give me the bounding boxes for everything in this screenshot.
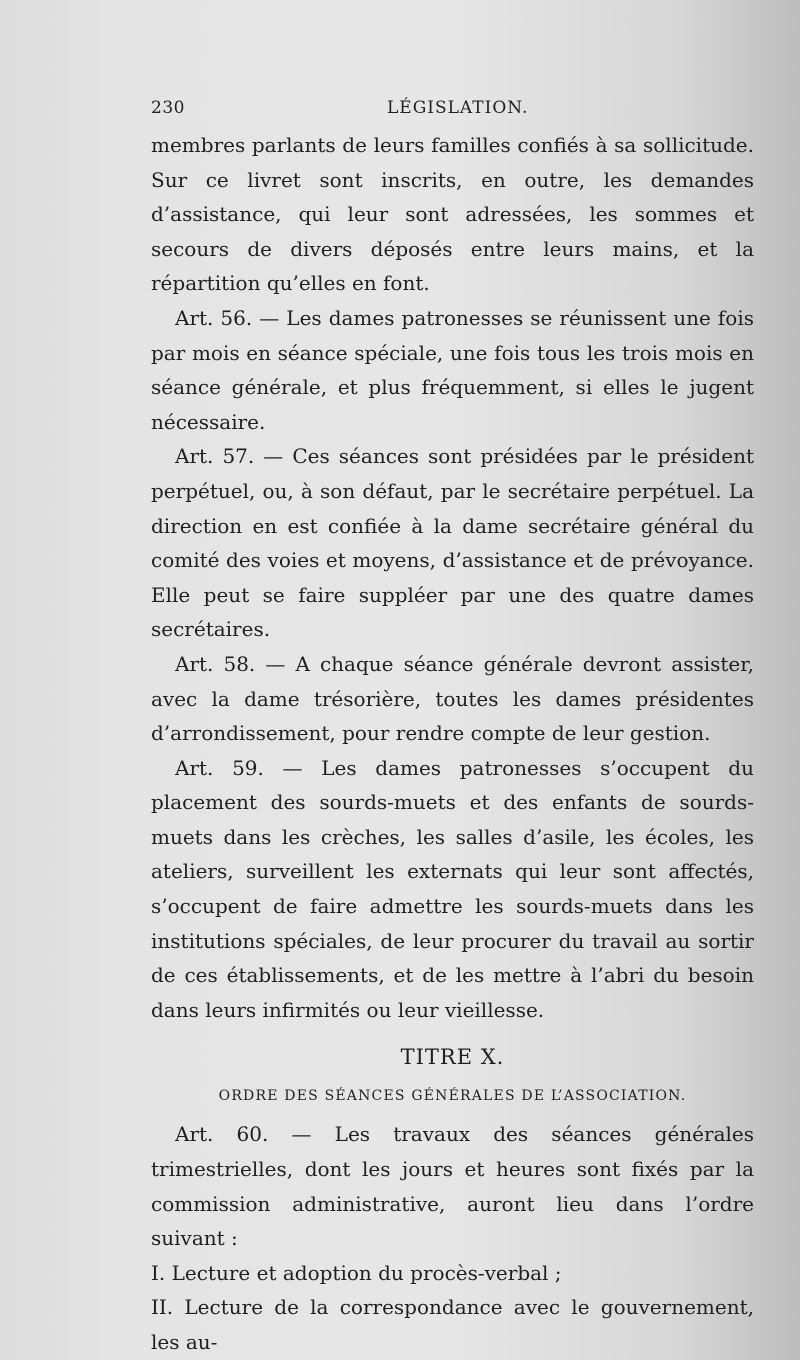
running-title: LÉGISLATION.: [387, 98, 529, 118]
article-58: Art. 58. — A chaque séance générale devront assister, avec la dame trésorière, toutes les dames présidentes d’arrondissement, pour rendre compte de leur gestion.: [151, 651, 754, 746]
list-item: II. Lecture de la correspondance avec le gouvernement, les au-: [151, 1295, 754, 1354]
article-57: Art. 57. — Ces séances sont présidées par le président perpétuel, ou, à son défaut, par le secrétaire perpétuel. La direction en est confiée à la dame secrétaire général du comité des voies et moyens, d’assistance et de prévoyance. Elle peut se faire suppléer par une des quatre dames secrétaires.: [151, 444, 754, 642]
article-60: Art. 60. — Les travaux des séances générales trimestrielles, dont les jours et heures sont fixés par la commission administrative, auront lieu dans l’ordre suivant :: [151, 1122, 754, 1251]
page-body: [151, 128, 754, 1360]
paragraph-continuation: membres parlants de leurs familles confiés à sa sollicitude. Sur ce livret sont inscrits, en outre, les demandes d’assistance, qui leur sont adressées, les sommes et secours de divers déposés entre leurs mains, et la répartition qu’elles en font.: [151, 133, 754, 296]
section-subtitle: ORDRE DES SÉANCES GÉNÉRALES DE L’ASSOCIATION.: [218, 1088, 687, 1105]
list-item: I. Lecture et adoption du procès-verbal ;: [151, 1260, 562, 1285]
section-title: TITRE X.: [400, 1045, 505, 1070]
article-56: Art. 56. — Les dames patronesses se réunissent une fois par mois en séance spéciale, une fois tous les trois mois en séance générale, et plus fréquemment, si elles le jugent nécessaire.: [151, 305, 754, 434]
article-59: Art. 59. — Les dames patronesses s’occupent du placement des sourds-muets et des enfants de sourds-muets dans les crèches, les salles d’asile, les écoles, les ateliers, surveillent les externats qui leur sont affectés, s’occupent de faire admettre les sourds-muets dans les institutions spéciales, de leur procurer du travail au sortir de ces établissements, et de les mettre à l’abri du besoin dans leurs infirmités ou leur vieillesse.: [151, 755, 754, 1022]
page-number: 230: [151, 98, 185, 118]
page-header: [151, 98, 754, 126]
